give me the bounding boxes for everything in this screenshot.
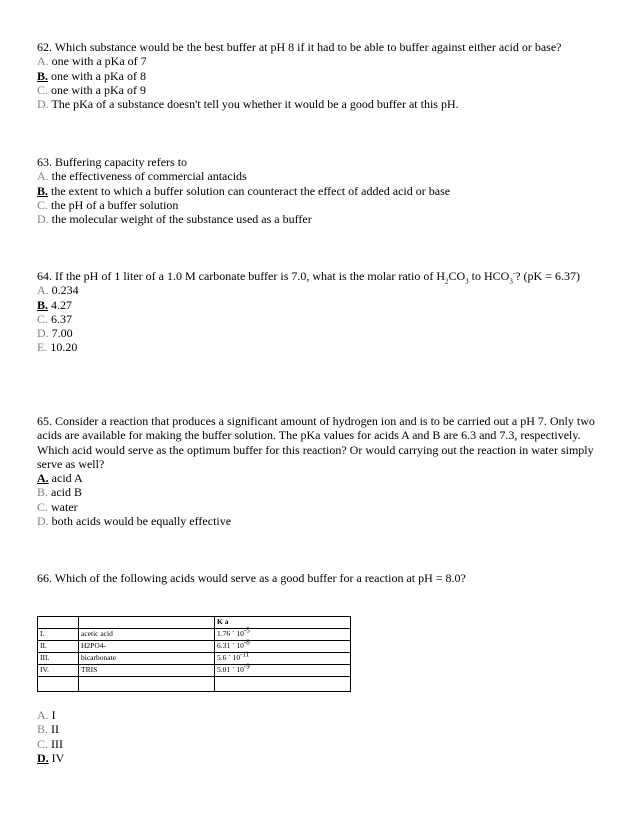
option-letter: B. bbox=[37, 722, 49, 737]
option-letter-correct: B. bbox=[37, 68, 49, 83]
option-text: 0.234 bbox=[51, 283, 79, 298]
table-cell bbox=[38, 617, 79, 629]
option-text: the molecular weight of the substance used as a buffer bbox=[51, 212, 312, 227]
option-letter: A. bbox=[37, 54, 49, 69]
option-64-a bbox=[37, 283, 607, 297]
subscript: 2 bbox=[445, 277, 449, 286]
option-text: one with a pKa of 7 bbox=[51, 54, 147, 69]
option-letter: D. bbox=[37, 514, 49, 529]
row-number: I. bbox=[38, 629, 79, 641]
table-cell bbox=[215, 677, 351, 692]
option-text: IV bbox=[51, 750, 65, 765]
option-letter: D. bbox=[37, 97, 49, 112]
table-cell bbox=[79, 677, 215, 692]
ka-value bbox=[215, 626, 351, 641]
option-62-c bbox=[37, 83, 607, 97]
stem-text: to HCO bbox=[468, 269, 510, 283]
option-letter-correct: D. bbox=[37, 750, 49, 765]
ka-value bbox=[215, 662, 351, 677]
option-letter: D. bbox=[37, 212, 49, 227]
option-letter-correct: A. bbox=[37, 471, 49, 486]
subscript: 3 bbox=[465, 277, 469, 286]
stem-text: ? (pK = 6.37) bbox=[515, 269, 580, 283]
option-65-c bbox=[37, 500, 607, 514]
option-text: 7.00 bbox=[51, 326, 73, 341]
option-text: both acids would be equally effective bbox=[51, 514, 232, 529]
question-63-stem: 63. Buffering capacity refers to bbox=[37, 155, 188, 169]
option-letter: A. bbox=[37, 169, 49, 184]
option-text: III bbox=[51, 736, 64, 751]
option-66-c bbox=[37, 737, 607, 751]
option-text: 6.37 bbox=[51, 311, 73, 326]
ka-mantissa: 5.6 ´ 10 bbox=[217, 653, 241, 662]
option-text: the pH of a buffer solution bbox=[51, 197, 179, 212]
option-65-b bbox=[37, 485, 607, 499]
table-blank-row bbox=[38, 677, 351, 692]
ka-mantissa: 1.76 ´ 10 bbox=[217, 629, 244, 638]
acid-name: H2PO4- bbox=[79, 641, 215, 653]
row-number: III. bbox=[38, 653, 79, 665]
option-letter: C. bbox=[37, 499, 49, 514]
option-62-d bbox=[37, 97, 607, 111]
ka-exponent: -8 bbox=[243, 638, 250, 647]
option-text: one with a pKa of 9 bbox=[51, 82, 146, 97]
option-letter: C. bbox=[37, 82, 49, 97]
option-text: The pKa of a substance doesn't tell you whether it would be a good buffer at this pH. bbox=[51, 97, 459, 112]
option-62-b bbox=[37, 69, 607, 83]
option-63-c bbox=[37, 198, 607, 212]
question-62-stem: 62. Which substance would be the best buffer at pH 8 if it had to be able to buffer against either acid or base? bbox=[37, 40, 562, 54]
option-text: one with a pKa of 8 bbox=[51, 68, 146, 83]
option-text: water bbox=[51, 499, 78, 514]
question-66-options bbox=[37, 708, 607, 765]
option-letter: C. bbox=[37, 736, 49, 751]
ka-header: K a bbox=[217, 617, 229, 626]
option-64-b bbox=[37, 298, 607, 312]
table-row bbox=[38, 665, 351, 677]
row-number: IV. bbox=[38, 665, 79, 677]
option-66-b bbox=[37, 722, 607, 736]
option-letter: A. bbox=[37, 283, 49, 298]
table-row bbox=[38, 641, 351, 653]
option-62-a bbox=[37, 54, 607, 68]
option-66-a bbox=[37, 708, 607, 722]
option-text: acid B bbox=[51, 485, 83, 500]
stem-text: CO bbox=[448, 269, 466, 283]
option-64-c bbox=[37, 312, 607, 326]
question-66-stem: 66. Which of the following acids would serve as a good buffer for a reaction at pH = 8.0? bbox=[37, 571, 466, 585]
question-64 bbox=[37, 269, 607, 355]
option-letter: C. bbox=[37, 197, 49, 212]
table-cell bbox=[38, 677, 79, 692]
option-text: acid A bbox=[51, 471, 83, 486]
option-63-b bbox=[37, 184, 607, 198]
option-letter-correct: B. bbox=[37, 297, 49, 312]
option-65-d bbox=[37, 514, 607, 528]
option-letter: E. bbox=[37, 340, 48, 355]
ka-exponent: -11 bbox=[240, 650, 250, 659]
option-65-a bbox=[37, 471, 607, 485]
question-63 bbox=[37, 155, 607, 226]
table-row bbox=[38, 653, 351, 665]
table-cell bbox=[79, 617, 215, 629]
ka-value bbox=[215, 638, 351, 653]
ka-table bbox=[37, 616, 351, 692]
ka-exponent: -5 bbox=[243, 626, 250, 635]
subscript: 3 bbox=[509, 277, 513, 286]
option-text: 4.27 bbox=[51, 297, 73, 312]
option-63-d bbox=[37, 212, 607, 226]
option-letter: A. bbox=[37, 708, 49, 722]
question-66 bbox=[37, 571, 607, 585]
option-text: the extent to which a buffer solution can counteract the effect of added acid or base bbox=[51, 183, 451, 198]
option-64-d bbox=[37, 326, 607, 340]
question-65-stem: 65. Consider a reaction that produces a significant amount of hydrogen ion and is to be carried out a pH 7. Only two acids are available for making the buffer solution. The pKa values for acids A and B are 6.3 and 7.3, respectively. Which acid would serve as the optimum buffer for this reaction? Or would carrying out the reaction in water simply serve as well? bbox=[37, 414, 595, 471]
option-letter-correct: B. bbox=[37, 183, 49, 198]
acid-name: TRIS bbox=[79, 665, 215, 677]
option-letter: B. bbox=[37, 485, 49, 500]
option-63-a bbox=[37, 169, 607, 183]
option-66-d bbox=[37, 751, 607, 765]
table-row bbox=[38, 629, 351, 641]
table-header-ka bbox=[215, 617, 351, 629]
ka-mantissa: 5.01 ´ 10 bbox=[217, 665, 244, 674]
row-number: II. bbox=[38, 641, 79, 653]
option-text: I bbox=[51, 708, 56, 722]
ka-value bbox=[215, 650, 351, 665]
ka-exponent: -9 bbox=[243, 662, 250, 671]
option-64-e bbox=[37, 340, 607, 354]
ka-mantissa: 6.31 ´ 10 bbox=[217, 641, 244, 650]
superscript: - bbox=[512, 269, 516, 277]
table-header-row bbox=[38, 617, 351, 629]
question-64-stem bbox=[37, 269, 607, 286]
stem-text: 64. If the pH of 1 liter of a 1.0 M carbonate buffer is 7.0, what is the molar ratio of H bbox=[37, 269, 445, 283]
acid-name: acetic acid bbox=[79, 629, 215, 641]
option-text: II bbox=[51, 722, 60, 737]
option-letter: C. bbox=[37, 311, 49, 326]
question-62 bbox=[37, 40, 607, 111]
option-letter: D. bbox=[37, 326, 49, 341]
acid-name: bicarbonate bbox=[79, 653, 215, 665]
option-text: the effectiveness of commercial antacids bbox=[51, 169, 247, 184]
question-65 bbox=[37, 414, 607, 528]
option-text: 10.20 bbox=[50, 340, 78, 355]
